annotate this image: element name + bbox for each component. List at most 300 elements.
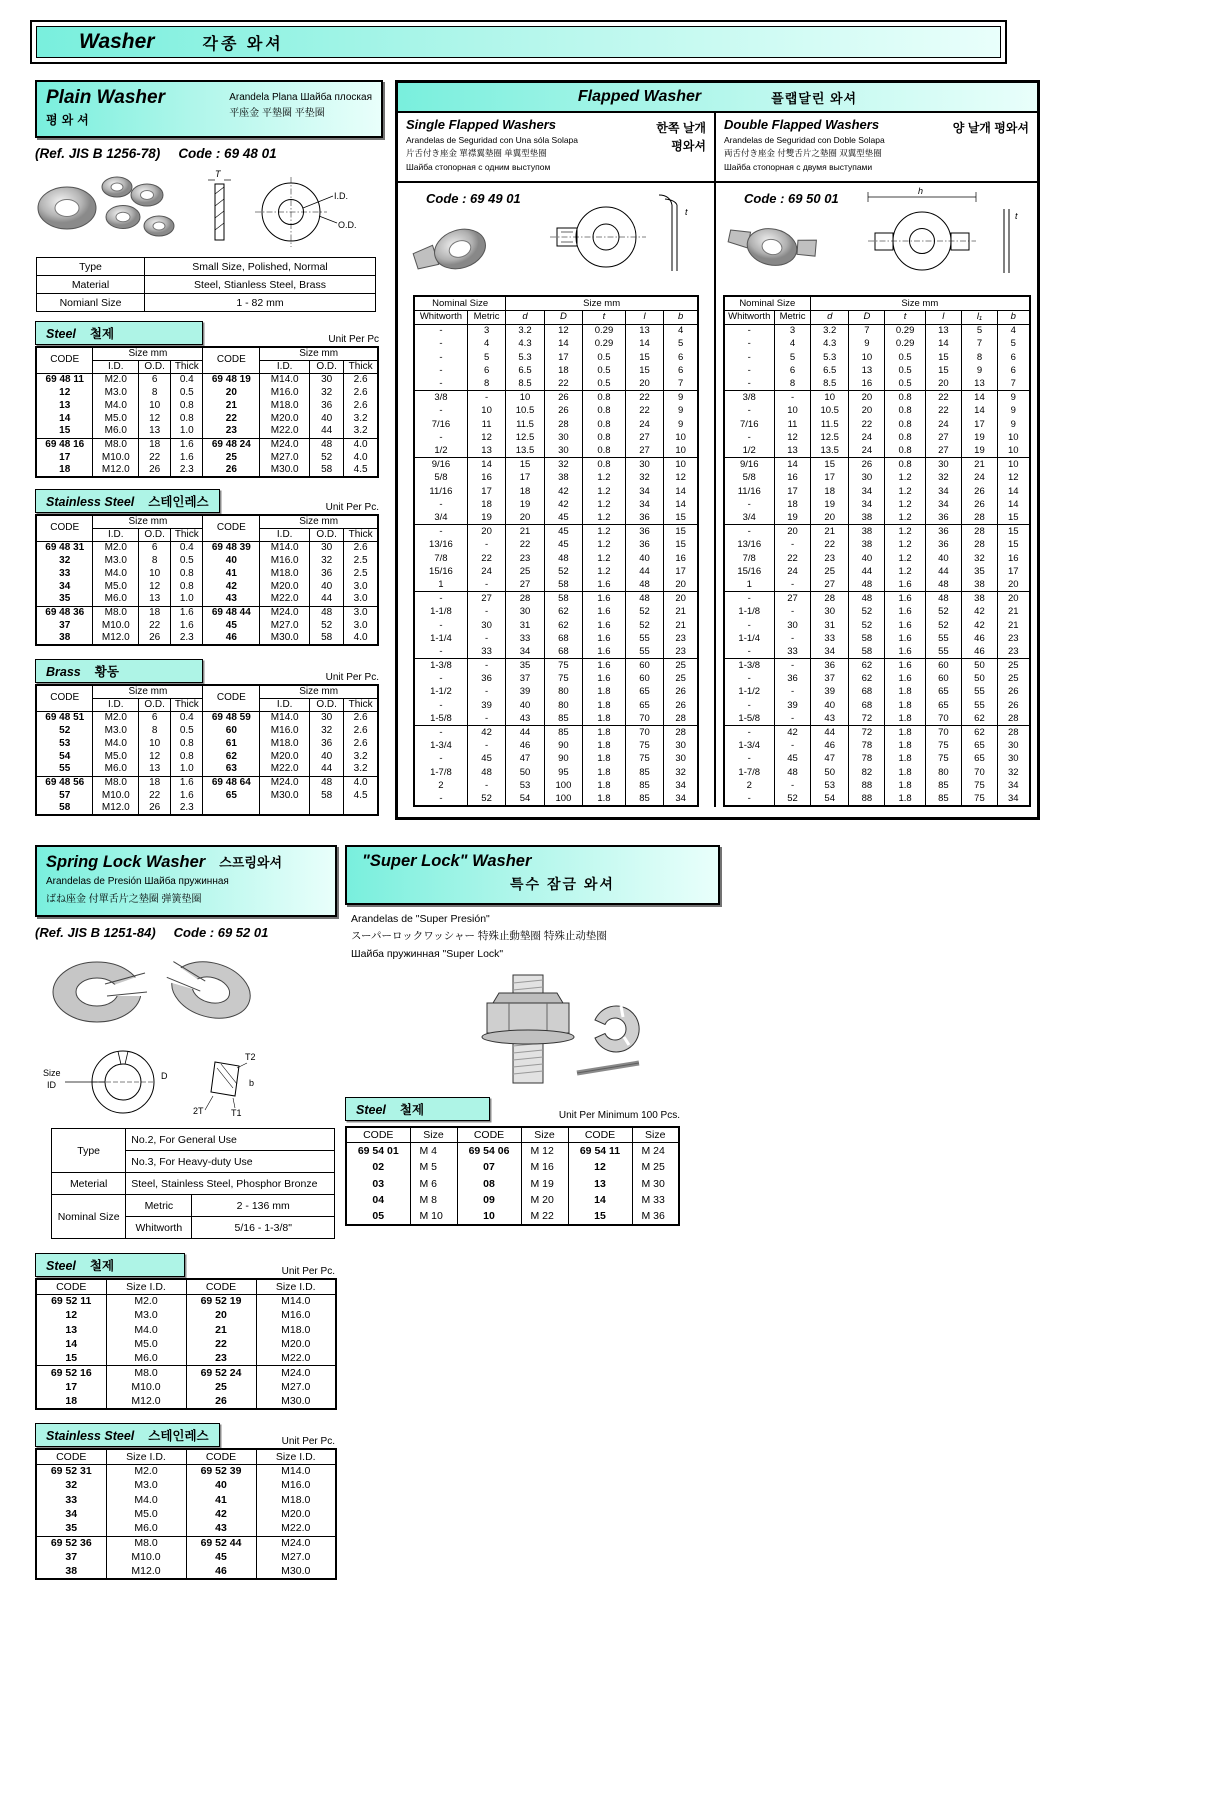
plain-washer-code: Code : 69 48 01 (178, 146, 277, 161)
table-row (414, 351, 698, 364)
table-row (414, 404, 698, 417)
table-cell: 30 (774, 619, 810, 632)
table-cell: M30.0 (260, 632, 310, 645)
table-cell: 1.8 (885, 739, 925, 752)
table-cell: 0.8 (885, 458, 925, 471)
table-cell: 40 (203, 554, 260, 567)
single-flapped-code: Code : 69 49 01 (426, 191, 521, 206)
table-cell: 12 (139, 412, 171, 425)
table-cell: 34 (625, 498, 663, 511)
thick-header: Thick (171, 698, 203, 711)
table-cell: 28 (544, 418, 582, 431)
table-cell: M 30 (632, 1176, 679, 1192)
table-cell: 100 (544, 793, 582, 806)
table-cell: 70 (925, 726, 961, 739)
table-cell: M30.0 (256, 1565, 336, 1579)
table-row (36, 632, 378, 645)
table-cell: 70 (925, 712, 961, 725)
table-cell: 37 (506, 672, 544, 685)
table-cell: 48 (849, 578, 885, 591)
table-row (414, 565, 698, 578)
od-header: O.D. (139, 698, 171, 711)
table-cell: - (724, 793, 775, 806)
table-cell: 1.2 (885, 511, 925, 524)
table-cell: 1.6 (885, 659, 925, 672)
single-flapped-title: Single Flapped Washers (406, 117, 557, 132)
table-cell: 13.5 (811, 445, 849, 458)
page-title-korean: 각종 와셔 (202, 35, 284, 53)
table-cell: 22 (186, 1337, 256, 1351)
table-cell: - (414, 672, 467, 685)
table-cell: 2.3 (171, 464, 203, 477)
table-cell: - (414, 525, 467, 538)
table-cell: 7/8 (724, 552, 775, 565)
table-cell: M30.0 (260, 789, 310, 802)
table-row (36, 606, 378, 619)
table-cell: 36 (925, 511, 961, 524)
table-cell: M12.0 (93, 802, 139, 815)
table-cell: 3.0 (344, 580, 378, 593)
table-cell: 48 (625, 578, 663, 591)
table-cell: - (774, 578, 810, 591)
single-flapped-alt-cjk: 片舌付き座金 單襟翼墊圈 单翼型垫圈 (406, 148, 547, 158)
table-cell: M18.0 (256, 1493, 336, 1507)
table-cell: 22 (544, 378, 582, 391)
table-cell: 1.2 (885, 538, 925, 551)
table-cell: 1.8 (583, 779, 626, 792)
table-cell: 1 (414, 578, 467, 591)
table-cell: 35 (36, 1522, 106, 1536)
table-cell: M2.0 (106, 1464, 186, 1478)
table-row (414, 793, 698, 806)
dim-label-id: ID (47, 1080, 56, 1090)
table-cell: 26 (961, 498, 997, 511)
table-cell: 20 (664, 578, 698, 591)
table-row (414, 498, 698, 511)
table-cell: 48 (310, 438, 344, 451)
table-cell: - (774, 605, 810, 618)
table-row (36, 541, 378, 554)
table-cell: 1.6 (583, 578, 626, 591)
single-flapped-table (413, 295, 699, 807)
table-row (724, 605, 1030, 618)
table-cell: 18 (36, 1395, 106, 1409)
table-cell: 6.5 (811, 364, 849, 377)
table-cell: 69 52 19 (186, 1294, 256, 1308)
table-cell: 15 (664, 511, 698, 524)
table-cell: 42 (186, 1507, 256, 1521)
table-row (36, 580, 378, 593)
table-cell: 44 (310, 425, 344, 438)
table-row (36, 1323, 336, 1337)
table-cell: 48 (849, 592, 885, 605)
nominal-size-header: Nominal Size (414, 296, 506, 310)
D-header: D (849, 310, 885, 324)
table-row (36, 386, 378, 399)
table-row (36, 789, 378, 802)
table-row (724, 632, 1030, 645)
table-cell: 13/16 (414, 538, 467, 551)
table-row (414, 632, 698, 645)
table-cell: 17 (961, 418, 997, 431)
spec-whitworth-label: Whitworth (126, 1217, 192, 1239)
table-cell: 34 (811, 645, 849, 658)
table-cell: 0.29 (885, 324, 925, 337)
table-cell: 1-7/8 (414, 766, 467, 779)
table-cell: 0.8 (583, 431, 626, 444)
table-cell: 8.5 (811, 378, 849, 391)
table-cell: 3.2 (344, 763, 378, 776)
table-cell: 0.8 (885, 445, 925, 458)
table-cell: 28 (961, 525, 997, 538)
table-row (724, 699, 1030, 712)
table-cell: 62 (849, 659, 885, 672)
table-cell: 18 (811, 485, 849, 498)
table-cell: 07 (457, 1159, 521, 1175)
spec-metric-range: 2 - 136 mm (192, 1195, 335, 1217)
super-lock-title-korean: 특수 잠금 와셔 (510, 876, 615, 892)
table-cell: 0.8 (583, 418, 626, 431)
table-cell: 18 (139, 438, 171, 451)
table-cell: 26 (961, 485, 997, 498)
spring-steel-header-row (35, 1253, 335, 1277)
table-cell: 0.5 (885, 378, 925, 391)
table-cell: M12.0 (93, 632, 139, 645)
table-cell: 12 (568, 1159, 632, 1175)
size-header: Size (410, 1127, 457, 1143)
table-cell: 1.0 (171, 593, 203, 606)
spec-whitworth-range: 5/16 - 1-3/8" (192, 1217, 335, 1239)
od-header: O.D. (139, 360, 171, 373)
table-row (414, 337, 698, 350)
table-cell: 44 (310, 593, 344, 606)
table-cell: 48 (774, 766, 810, 779)
table-cell: 24 (849, 431, 885, 444)
table-cell: 47 (506, 753, 544, 766)
table-cell: 37 (811, 672, 849, 685)
table-cell: M5.0 (106, 1337, 186, 1351)
table-cell: 32 (310, 554, 344, 567)
table-cell: M 22 (521, 1209, 568, 1225)
table-cell: 2.3 (171, 632, 203, 645)
table-cell: 15 (811, 458, 849, 471)
table-cell: - (724, 525, 775, 538)
table-cell: 1.8 (885, 766, 925, 779)
plain-washer-title: Plain Washer (46, 87, 165, 108)
table-cell: 16 (467, 471, 505, 484)
table-cell: M3.0 (93, 724, 139, 737)
table-cell: 20 (203, 386, 260, 399)
unit-label: Unit Per Minimum 100 Pcs. (558, 1109, 680, 1121)
table-cell: 34 (998, 793, 1030, 806)
page-title: Washer (79, 30, 155, 53)
table-cell: 0.8 (885, 418, 925, 431)
table-cell: 34 (925, 498, 961, 511)
table-cell: 26 (203, 464, 260, 477)
b-header: b (664, 310, 698, 324)
table-cell: 32 (925, 471, 961, 484)
table-cell: 52 (849, 619, 885, 632)
table-cell: 11 (774, 418, 810, 431)
table-cell: 20 (998, 578, 1030, 591)
table-cell: 26 (849, 458, 885, 471)
table-cell: 34 (36, 1507, 106, 1521)
steel-label: Steel (46, 327, 76, 341)
table-cell: M5.0 (93, 412, 139, 425)
table-cell: Material (37, 276, 145, 294)
table-cell: M5.0 (93, 580, 139, 593)
table-cell: 11 (467, 418, 505, 431)
table-cell: M12.0 (93, 464, 139, 477)
table-row (414, 511, 698, 524)
table-cell: M4.0 (93, 399, 139, 412)
unit-label: Unit Per Pc (328, 334, 379, 345)
table-cell: 26 (998, 699, 1030, 712)
table-row (414, 645, 698, 658)
table-row (36, 399, 378, 412)
table-cell: 48 (544, 552, 582, 565)
table-cell: 4.0 (344, 438, 378, 451)
table-cell: 6 (139, 373, 171, 386)
table-cell: 68 (849, 699, 885, 712)
table-cell: 1-1/4 (724, 632, 775, 645)
table-cell: 1.2 (885, 552, 925, 565)
table-cell: - (467, 739, 505, 752)
table-cell: M24.0 (256, 1536, 336, 1550)
table-cell: 9 (961, 364, 997, 377)
table-cell: 13 (139, 593, 171, 606)
table-cell: 2.6 (344, 711, 378, 724)
table-cell: 69 52 31 (36, 1464, 106, 1478)
table-cell: 0.8 (171, 399, 203, 412)
stainless-label-korean: 스테인레스 (148, 495, 209, 509)
table-cell: 69 52 36 (36, 1536, 106, 1550)
table-cell: 34 (664, 779, 698, 792)
table-cell: - (414, 619, 467, 632)
table-cell: 6 (998, 364, 1030, 377)
table-cell: 6.5 (506, 364, 544, 377)
table-cell: 5 (467, 351, 505, 364)
table-cell: 1.6 (171, 606, 203, 619)
table-row (414, 699, 698, 712)
table-cell: 27 (467, 592, 505, 605)
table-cell: M18.0 (256, 1323, 336, 1337)
table-cell: 1-5/8 (724, 712, 775, 725)
table-cell: 20 (925, 378, 961, 391)
table-cell: 15 (625, 351, 663, 364)
od-header: O.D. (310, 528, 344, 541)
table-cell: 45 (467, 753, 505, 766)
table-cell: 30 (998, 739, 1030, 752)
thick-header: Thick (344, 360, 378, 373)
table-cell: 1.6 (583, 659, 626, 672)
table-cell: M24.0 (260, 606, 310, 619)
table-cell: M4.0 (106, 1493, 186, 1507)
table-cell: - (724, 753, 775, 766)
table-cell: 14 (544, 337, 582, 350)
code-header: CODE (36, 515, 93, 541)
table-cell: 1-1/4 (414, 632, 467, 645)
table-cell: 18 (506, 485, 544, 498)
table-row (724, 324, 1030, 337)
table-row (414, 552, 698, 565)
table-cell: - (414, 378, 467, 391)
table-cell: 7/8 (414, 552, 467, 565)
table-cell: 57 (36, 789, 93, 802)
spring-lock-title-korean: 스프링와셔 (219, 855, 283, 870)
table-cell: 88 (849, 779, 885, 792)
table-row (724, 726, 1030, 739)
stainless-label: Stainless Steel (46, 495, 135, 509)
table-cell: 17 (544, 351, 582, 364)
table-cell: 35 (506, 659, 544, 672)
table-cell: 10 (139, 567, 171, 580)
table-cell: 27 (625, 431, 663, 444)
table-cell: 52 (310, 451, 344, 464)
table-cell: 05 (346, 1209, 410, 1225)
table-cell: M14.0 (260, 373, 310, 386)
table-cell: M12.0 (106, 1395, 186, 1409)
table-cell: M6.0 (93, 763, 139, 776)
table-cell: 19 (961, 445, 997, 458)
steel-header (35, 321, 203, 345)
table-cell: 85 (625, 779, 663, 792)
table-cell: M16.0 (260, 724, 310, 737)
table-cell: 14 (467, 458, 505, 471)
table-cell: 0.8 (885, 431, 925, 444)
table-cell: 8.5 (506, 378, 544, 391)
table-cell: 12 (998, 471, 1030, 484)
table-cell: - (724, 337, 775, 350)
table-cell: 30 (664, 753, 698, 766)
steel-header (35, 1253, 185, 1277)
table-cell: - (724, 699, 775, 712)
table-cell: 9 (664, 404, 698, 417)
table-row (36, 724, 378, 737)
table-cell: 44 (625, 565, 663, 578)
table-cell: 0.5 (885, 364, 925, 377)
table-cell: 8 (961, 351, 997, 364)
table-cell: 14 (774, 458, 810, 471)
table-cell: - (414, 498, 467, 511)
table-cell: 23 (811, 552, 849, 565)
table-cell: 32 (664, 766, 698, 779)
table-cell: 14 (998, 485, 1030, 498)
table-cell: 0.4 (171, 373, 203, 386)
table-cell: M20.0 (260, 412, 310, 425)
table-cell: Steel, Stianless Steel, Brass (145, 276, 376, 294)
table-row (36, 593, 378, 606)
id-header: I.D. (260, 528, 310, 541)
table-cell: 69 52 11 (36, 1294, 106, 1308)
table-cell: 42 (203, 580, 260, 593)
table-cell: 10 (664, 458, 698, 471)
table-cell: 70 (625, 726, 663, 739)
table-cell: 18 (467, 498, 505, 511)
table-cell: 39 (811, 686, 849, 699)
spring-lock-alt-cjk: ばね座金 付單舌片之墊圈 弹簧垫圈 (46, 894, 202, 905)
table-cell: 9 (664, 418, 698, 431)
table-row (346, 1176, 679, 1192)
table-cell: 58 (544, 578, 582, 591)
table-cell: 1.2 (583, 565, 626, 578)
size-mm-header: Size mm (93, 685, 203, 698)
table-cell: - (414, 431, 467, 444)
table-cell: 28 (506, 592, 544, 605)
table-row (414, 378, 698, 391)
table-cell: 45 (544, 511, 582, 524)
table-cell: 70 (625, 712, 663, 725)
table-cell: M 10 (410, 1209, 457, 1225)
table-cell: M27.0 (260, 619, 310, 632)
table-cell: 7 (998, 378, 1030, 391)
table-cell: - (774, 632, 810, 645)
table-cell: 4 (664, 324, 698, 337)
table-cell: 11/16 (414, 485, 467, 498)
table-cell (310, 802, 344, 815)
table-cell: Type (37, 258, 145, 276)
table-cell: 12 (664, 471, 698, 484)
table-cell: 1.6 (885, 605, 925, 618)
table-cell: 26 (998, 686, 1030, 699)
table-row (724, 619, 1030, 632)
dim-label-t1: T1 (231, 1108, 242, 1118)
table-cell: 15 (998, 511, 1030, 524)
od-header: O.D. (310, 360, 344, 373)
table-cell: 30 (625, 458, 663, 471)
table-cell: - (774, 538, 810, 551)
table-cell: 55 (961, 686, 997, 699)
spring-stainless-header-row (35, 1423, 335, 1447)
page-title-bar (30, 20, 1007, 64)
code-header: CODE (36, 1279, 106, 1294)
table-cell: 34 (925, 485, 961, 498)
table-cell: 24 (774, 565, 810, 578)
table-row (724, 471, 1030, 484)
dim-label-thickness: T (215, 169, 221, 179)
table-cell: 78 (849, 753, 885, 766)
table-cell: 43 (811, 712, 849, 725)
table-cell: 34 (849, 498, 885, 511)
table-cell: M20.0 (256, 1337, 336, 1351)
spring-spec-table (51, 1128, 335, 1239)
table-cell: 36 (811, 659, 849, 672)
table-cell: 40 (849, 552, 885, 565)
super-lock-alt-ru: Шайба пружинная "Super Lock" (351, 947, 504, 960)
table-cell: M10.0 (93, 789, 139, 802)
table-cell: M3.0 (106, 1308, 186, 1322)
table-row (36, 451, 378, 464)
steel-label: Steel (46, 1259, 76, 1273)
table-cell: M 19 (521, 1176, 568, 1192)
table-cell: 44 (506, 726, 544, 739)
table-cell: 0.5 (583, 378, 626, 391)
table-cell: 19 (774, 511, 810, 524)
plain-washer-ref: (Ref. JIS B 1256-78) (35, 146, 161, 161)
table-cell: 3 (467, 324, 505, 337)
stainless-header (35, 1423, 220, 1447)
table-cell: 10 (664, 431, 698, 444)
table-row (36, 1380, 336, 1394)
table-cell: 12 (544, 324, 582, 337)
table-cell: M14.0 (256, 1464, 336, 1478)
table-cell: 24 (961, 471, 997, 484)
table-cell: 6 (998, 351, 1030, 364)
table-row (724, 525, 1030, 538)
table-cell: 3.2 (344, 425, 378, 438)
table-cell: 7 (849, 324, 885, 337)
table-cell: 32 (961, 552, 997, 565)
